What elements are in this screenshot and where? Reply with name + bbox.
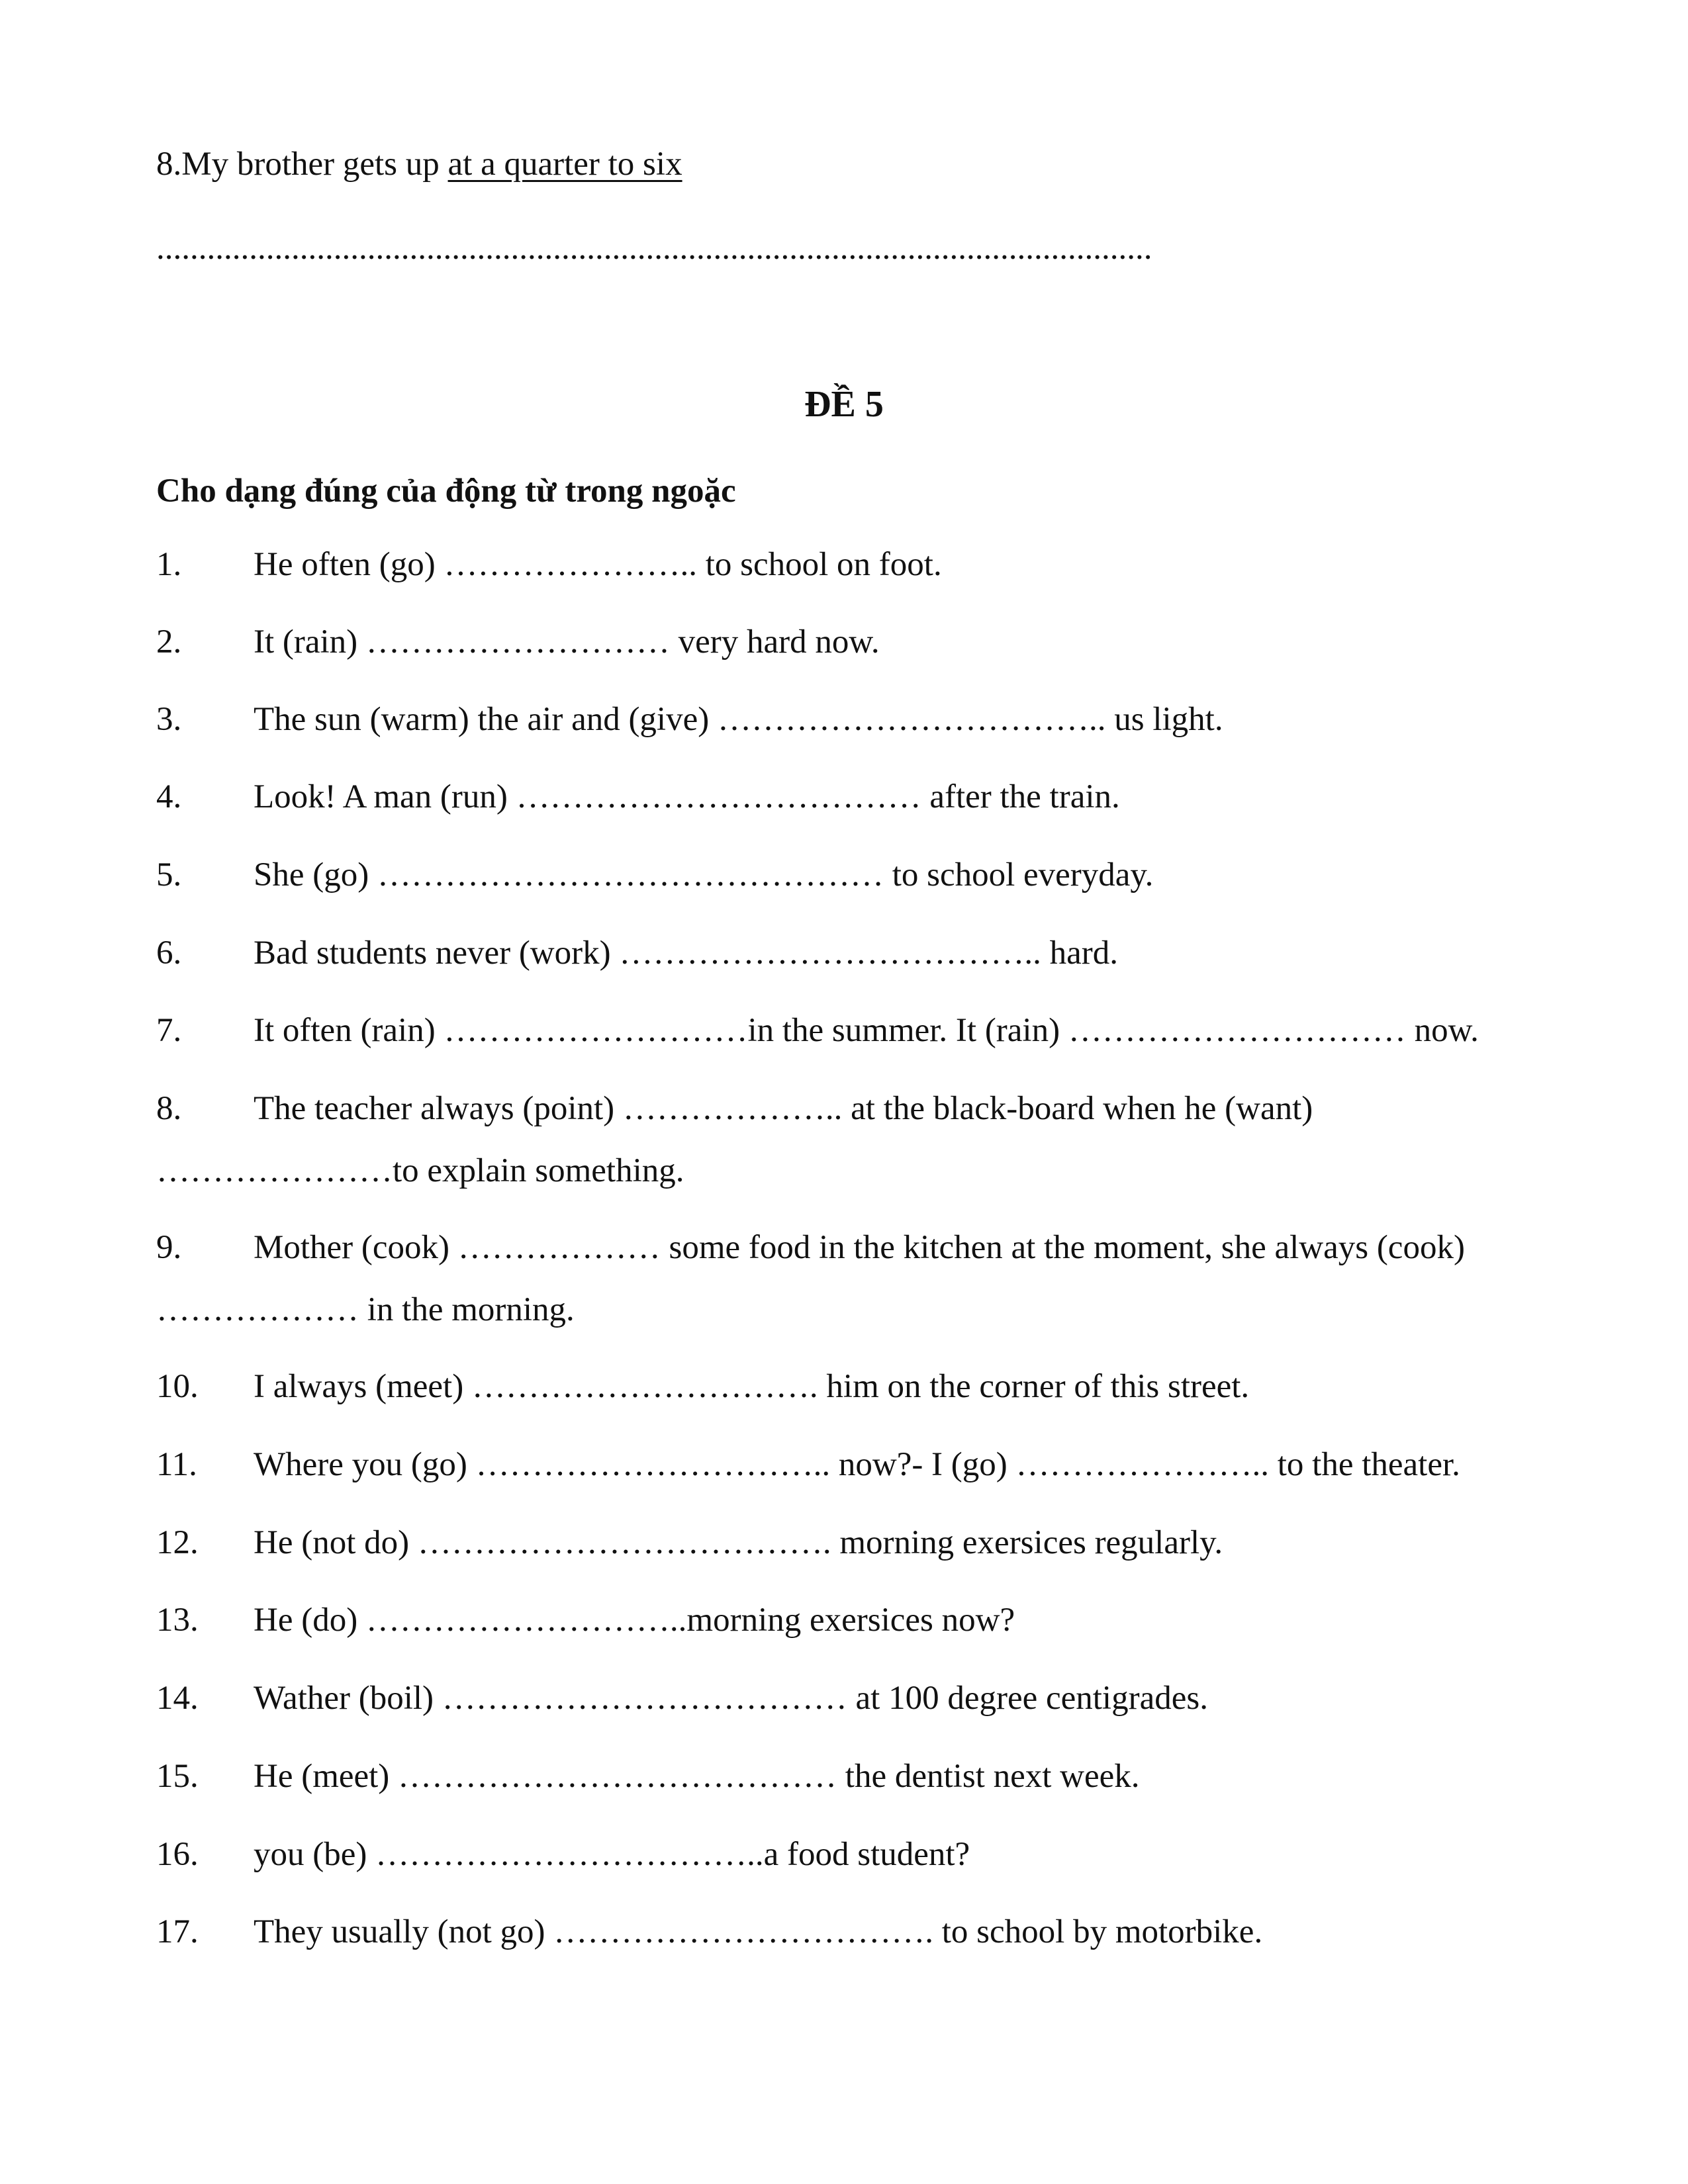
- exercise-item: [156, 1445, 1560, 1484]
- exercise-item: [156, 855, 1560, 895]
- item-text: Mother (cook) ……………… some food in the kitchen at the moment, she always (cook): [254, 1229, 1465, 1266]
- answer-line: ......................................................................................................................: [156, 230, 1152, 267]
- item-text: She (go) ……………………………………… to school everyday.: [254, 856, 1154, 893]
- item-text: I always (meet) …………………………. him on the corner of this street.: [254, 1368, 1250, 1405]
- item-text: The sun (warm) the air and (give) …………………………….. us light.: [254, 701, 1223, 738]
- exercise-item: [156, 545, 1560, 584]
- item-text: He often (go) ………………….. to school on foot.: [254, 546, 942, 583]
- item-number: 6.: [156, 934, 182, 972]
- item-continuation: …………………to explain something.: [156, 1152, 684, 1189]
- item-number: 16.: [156, 1836, 199, 1873]
- exercise-item: [156, 1912, 1560, 1952]
- item-text: They usually (not go) ……………………………. to school by motorbike.: [254, 1913, 1263, 1950]
- item-text: Wather (boil) ……………………………… at 100 degree centigrades.: [254, 1680, 1208, 1717]
- item-number: 3.: [156, 701, 182, 738]
- item-number: 17.: [156, 1913, 199, 1950]
- item-number: 13.: [156, 1602, 199, 1639]
- item-number: 10.: [156, 1368, 199, 1405]
- item-text: It often (rain) ………………………in the summer. It (rain) ………………………… now.: [254, 1012, 1479, 1049]
- item-text: Bad students never (work) ……………………………….. hard.: [254, 934, 1118, 972]
- item-number: 12.: [156, 1524, 199, 1561]
- previous-question-prefix: 8.My brother gets up: [156, 146, 448, 183]
- exercise-item: [156, 1228, 1560, 1330]
- section-title: ĐỀ 5: [804, 384, 884, 425]
- item-text: Where you (go) ………………………….. now?- I (go) ………………….. to the theater.: [254, 1446, 1460, 1483]
- exercise-item: [156, 700, 1560, 739]
- item-text: Look! A man (run) ……………………………… after the train.: [254, 778, 1120, 815]
- item-number: 11.: [156, 1446, 197, 1483]
- item-continuation: ……………… in the morning.: [156, 1291, 575, 1328]
- item-number: 14.: [156, 1680, 199, 1717]
- item-text: He (meet) ………………………………… the dentist next week.: [254, 1758, 1140, 1795]
- item-number: 2.: [156, 623, 182, 660]
- item-number: 9.: [156, 1229, 182, 1266]
- item-text: He (do) ………………………..morning exersices now?: [254, 1602, 1015, 1639]
- item-number: 1.: [156, 546, 182, 583]
- exercise-item: [156, 1678, 1560, 1718]
- exercise-item: [156, 1089, 1560, 1191]
- item-number: 7.: [156, 1012, 182, 1049]
- exercise-item: [156, 1756, 1560, 1796]
- item-text: He (not do) ………………………………. morning exersices regularly.: [254, 1524, 1223, 1561]
- previous-question: [156, 144, 682, 184]
- exercise-item: [156, 1835, 1560, 1874]
- item-number: 4.: [156, 778, 182, 815]
- item-text: you (be) ……………………………..a food student?: [254, 1836, 970, 1873]
- previous-question-underlined: at a quarter to six: [447, 146, 682, 183]
- item-text: The teacher always (point) ……………….. at the black-board when he (want): [254, 1090, 1313, 1127]
- item-number: 15.: [156, 1758, 199, 1795]
- item-number: 5.: [156, 856, 182, 893]
- exercise-item: [156, 1523, 1560, 1563]
- exercise-item: [156, 933, 1560, 973]
- exercise-item: [156, 777, 1560, 817]
- instruction: Cho dạng đúng của động từ trong ngoặc: [156, 473, 736, 510]
- exercise-item: [156, 622, 1560, 662]
- item-text: It (rain) ……………………… very hard now.: [254, 623, 880, 660]
- exercise-item: [156, 1011, 1560, 1050]
- exercise-item: [156, 1600, 1560, 1640]
- exercise-item: [156, 1367, 1560, 1406]
- item-number: 8.: [156, 1090, 182, 1127]
